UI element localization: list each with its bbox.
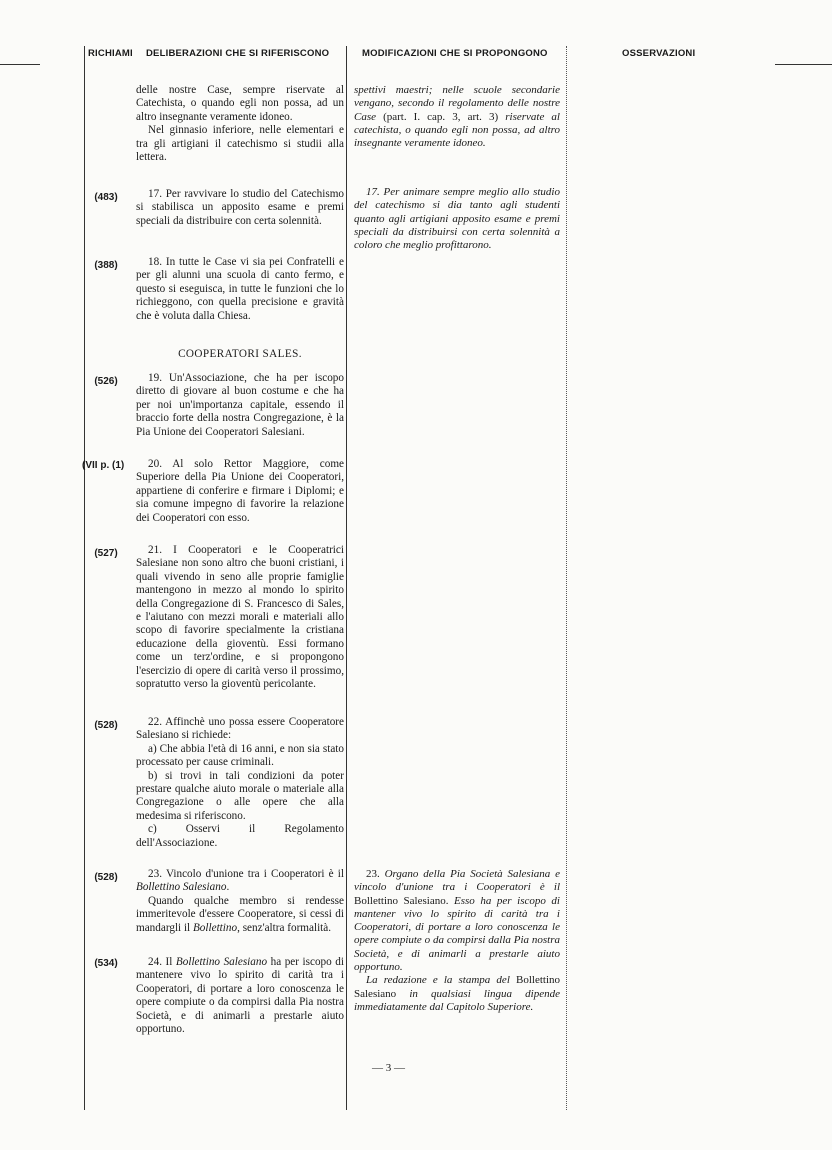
- paragraph-19: 19. Un'Associazione, che ha per iscopo diretto di giovare al buon costume e che ha per noi un'importanza capitale, essendo il braccio forte della nostra Congregazione, è la Pia Unione dei Cooperatori Salesiani.: [136, 372, 344, 438]
- deliberation-17: [136, 188, 344, 228]
- bollettino-title: Bollettino Salesiano: [136, 881, 227, 894]
- text: riservate al catechista, o quando egli non possa, ad altro insegnante veramente idoneo.: [354, 110, 560, 150]
- mod-paragraph-17: 17. Per animare sempre meglio allo studio del catechismo si dia tanto agli studenti quanto agli artigiani apposito esame e premi speciali da distribuirsi con certa solennità a coloro che meglio profittarono.: [354, 186, 560, 252]
- deliberation-21: [136, 544, 344, 691]
- paragraph-20: 20. Al solo Rettor Maggiore, come Superiore della Pia Unione dei Cooperatori, appartiene di conferire e firmare i Diplomi; e sia comune impegno di favorire la relazione dei Cooperatori con esso.: [136, 458, 344, 524]
- deliberation-19: [136, 372, 344, 439]
- deliberation-24: [136, 956, 344, 1036]
- column-divider-3: [566, 46, 568, 1110]
- paragraph-22: 22. Affinchè uno possa essere Cooperatore Salesiano si richiede:: [136, 716, 344, 742]
- paragraph-23b: [136, 895, 344, 935]
- header-osservazioni: OSSERVAZIONI: [622, 48, 696, 59]
- header-deliberazioni: DELIBERAZIONI CHE SI RIFERISCONO: [146, 48, 330, 59]
- paragraph-17: 17. Per ravvivare lo studio del Catechismo si stabilisca un apposito esame e premi speciali da distribuire con certa solennità.: [136, 188, 344, 227]
- reference-text: (part. I. cap. 3, art. 3): [383, 110, 499, 123]
- text: 23. Vincolo d'unione tra i Cooperatori è il: [148, 868, 344, 880]
- ref-388: (388): [94, 260, 118, 271]
- deliberation-23: [136, 868, 344, 935]
- text: Quando qualche membro si rendesse immeritevole d'essere Cooperatore, si cessi di mandargli il: [136, 894, 344, 934]
- bollettino-title: Bollettino Salesiano: [354, 974, 560, 1000]
- modification-23: [354, 868, 560, 1014]
- mod-paragraph-23c: [354, 974, 560, 1014]
- modification-17: [354, 186, 560, 252]
- bollettino-title: Bollettino Salesiano.: [354, 894, 449, 907]
- paragraph-22c: c) Osservi il Regolamento dell'Associazione.: [136, 823, 344, 849]
- paragraph-18: 18. In tutte le Case vi sia pei Confratelli e per gli alunni una scuola di canto fermo, e questo si eseguisca, in tutte le funzioni che lo richieggono, con quella precisione e gravità che è voluta dalla Chiesa.: [136, 256, 344, 322]
- paragraph-number: 23.: [366, 868, 380, 880]
- cont-paragraph-2: Nel ginnasio inferiore, nelle elementari e tra gli artigiani il catechismo si studii alla lettera.: [136, 124, 344, 164]
- text: spettivi maestri; nelle scuole secondarie vengano, secondo il regolamento delle nostre Case: [354, 84, 560, 123]
- ref-526: (526): [94, 376, 118, 387]
- ref-527: (527): [94, 548, 118, 559]
- text: .: [226, 881, 230, 894]
- mod-paragraph-23: [354, 868, 560, 974]
- bollettino-title: Bollettino Salesiano: [175, 956, 268, 968]
- text: , senz'altra formalità.: [237, 921, 332, 934]
- ref-528b: (528): [94, 872, 118, 883]
- deliberation-22: [136, 716, 344, 850]
- bollettino-title: Bollettino: [192, 921, 238, 934]
- ref-vii: (VII p. (1): [82, 460, 125, 471]
- text: 24. Il: [148, 956, 176, 968]
- paragraph-23: [136, 868, 344, 895]
- paragraph-22a: a) Che abbia l'età di 16 anni, e non sia stato processato per cause criminali.: [136, 742, 344, 769]
- ref-528a: (528): [94, 720, 118, 731]
- modification-continued: [354, 84, 560, 150]
- paragraph-21: 21. I Cooperatori e le Cooperatrici Salesiane non sono altro che buoni cristiani, i quali vivendo in seno alle proprie famiglie mantengono in mezzo al mondo lo spirito della Congregazione di S. Francesco di Sales, e l'aiutano con mezzi morali e materiali allo scopo di favorire specialmente la cristiana educazione della gioventù. Essi formano come un terz'ordine, e si propongono l'esercizio di opere di carità verso il prossimo, sopratutto verso la gioventù pericolante.: [136, 544, 344, 691]
- column-divider-1: [84, 46, 85, 1110]
- text: Esso ha per iscopo di mantener vivo lo spirito di carità tra i Cooperatori, di portare a loro conoscenza le opere compiute o da compirsi dalla Pia nostra Società, e di animarli a prestarle aiuto opportuno.: [354, 894, 560, 974]
- text: in qualsiasi lingua dipende immediatamente dal Capitolo Superiore.: [354, 987, 560, 1013]
- deliberation-20: [136, 458, 344, 525]
- section-title: COOPERATORI SALES.: [178, 348, 302, 360]
- header-modificazioni: MODIFICAZIONI CHE SI PROPONGONO: [362, 48, 548, 59]
- left-margin-rule: [0, 64, 40, 65]
- header-richiami: RICHIAMI: [88, 48, 133, 59]
- ref-483: (483): [94, 192, 118, 203]
- deliberation-continued: [136, 84, 344, 164]
- mod-cont-paragraph: [354, 84, 560, 150]
- right-margin-rule: [775, 64, 832, 65]
- text: La redazione e la stampa del: [366, 974, 516, 987]
- ref-534: (534): [94, 958, 118, 969]
- text: ha per iscopo di mantenere vivo lo spirito di carità tra i Cooperatori, di portare a loro conoscenza le opere compiute o da compirsi dalla Pia nostra Società, e di animarli a prestarle aiuto opportuno.: [136, 956, 344, 1036]
- paragraph-24: [136, 956, 344, 1036]
- column-divider-2: [346, 46, 347, 1110]
- page-number: — 3 —: [372, 1062, 405, 1074]
- paragraph-22b: b) si trovi in tali condizioni da poter prestare qualche aiuto morale o materiale alla Congregazione o alle opere che alla medesima si riferiscono.: [136, 769, 344, 822]
- cont-paragraph-1: delle nostre Case, sempre riservate al Catechista, o quando egli non possa, ad un altro insegnante veramente idoneo.: [136, 84, 344, 123]
- text: Organo della Pia Società Salesiana e vincolo d'unione tra i Cooperatori è il: [354, 868, 560, 894]
- deliberation-18: [136, 256, 344, 323]
